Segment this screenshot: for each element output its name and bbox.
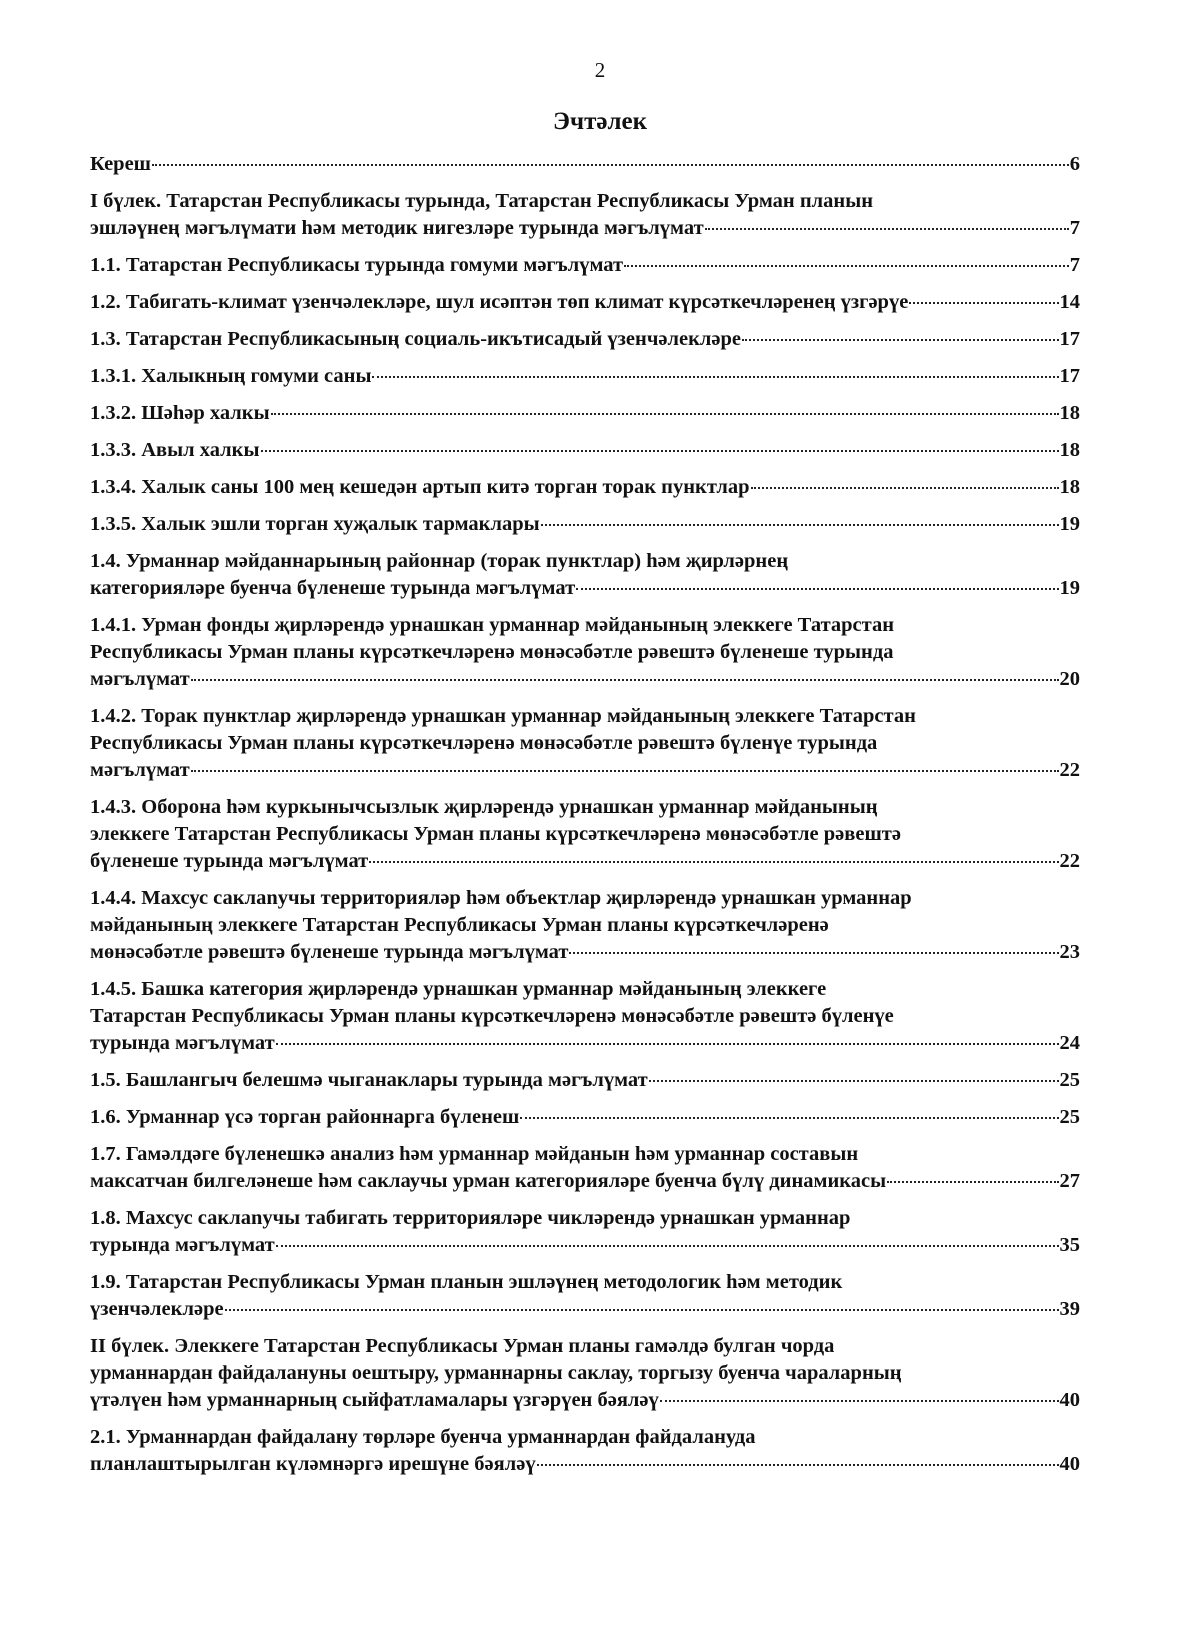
dot-leader bbox=[276, 1245, 1059, 1247]
toc-entry[interactable] bbox=[90, 252, 1080, 279]
toc-entry[interactable] bbox=[90, 794, 1080, 875]
dot-leader bbox=[649, 1080, 1059, 1082]
toc-entry-page: 22 bbox=[1059, 850, 1080, 872]
toc-entry-line: 1.8. Махсус саклanучы табигать территорияләре чикләрендә урнашкан урманнар bbox=[90, 1207, 851, 1229]
toc-entry-line: Республикасы Урман планы күрсәткечләренә мөнәсәбәтле рәвештә бүленүе турында bbox=[90, 732, 878, 754]
toc-entry[interactable] bbox=[90, 703, 1080, 784]
toc-entry-leader-line bbox=[90, 1451, 1080, 1478]
toc-entry-title: 1.3. Татарстан Республикасының социаль-икътисадый үзенчәлекләре bbox=[90, 328, 741, 350]
toc-entry[interactable] bbox=[90, 1424, 1080, 1478]
toc-entry-leader-line bbox=[90, 1296, 1080, 1323]
toc-entry-leader-line bbox=[90, 215, 1080, 242]
toc-entry-page: 17 bbox=[1059, 365, 1080, 387]
toc-entry[interactable] bbox=[90, 363, 1080, 390]
toc-entry-title: 1.6. Урманнар үсә торган районнарга бүленеш bbox=[90, 1106, 520, 1128]
toc-entry-line: Республикасы Урман планы күрсәткечләренә мөнәсәбәтле рәвештә бүленеше турында bbox=[90, 641, 894, 663]
toc-entry-line: 1.4.4. Махсус саклanучы территорияләр һәм объектлар җирләрендә урнашкан урманнар bbox=[90, 887, 912, 909]
toc-entry-title: категорияләре буенча бүленеше турында мәгълүмат bbox=[90, 577, 576, 599]
dot-leader bbox=[742, 339, 1059, 341]
toc-entry-title: 1.2. Табигать-климат үзенчәлекләре, шул исәптән төп климат күрсәткечләренең үзгәрүе bbox=[90, 291, 909, 313]
toc-entry[interactable] bbox=[90, 474, 1080, 501]
toc-entry-line: II бүлек. Элеккеге Татарстан Республикасы Урман планы гамәлдә булган чорда bbox=[90, 1335, 835, 1357]
dot-leader bbox=[751, 487, 1059, 489]
toc-entry[interactable] bbox=[90, 151, 1080, 178]
toc-entry-page: 14 bbox=[1059, 291, 1080, 313]
toc-entry-leader-line bbox=[90, 939, 1080, 966]
toc-entry-line: 1.4.2. Торак пунктлар җирләрендә урнашкан урманнар мәйданының элеккеге Татарстан bbox=[90, 705, 916, 727]
toc-entry-leader-line bbox=[90, 1387, 1080, 1414]
toc-entry-leader-line bbox=[90, 848, 1080, 875]
toc-entry-leader-line bbox=[90, 1067, 1080, 1094]
toc-entry-title: мөнәсәбәтле рәвештә бүленеше турында мәгълүмат bbox=[90, 941, 569, 963]
toc-entry-page: 20 bbox=[1059, 668, 1080, 690]
toc-entry[interactable] bbox=[90, 437, 1080, 464]
toc-entry-line: 1.7. Гамәлдәге бүленешкә анализ һәм урманнар мәйданын һәм урманнар составын bbox=[90, 1143, 859, 1165]
dot-leader bbox=[271, 413, 1059, 415]
toc-entry-title: максатчан билгеләнеше һәм саклаучы урман категорияләре буенча бүлү динамикасы bbox=[90, 1170, 887, 1192]
toc-entry[interactable] bbox=[90, 1141, 1080, 1195]
toc-entry[interactable] bbox=[90, 188, 1080, 242]
dot-leader bbox=[520, 1117, 1058, 1119]
toc-entry-line: 1.4.1. Урман фонды җирләрендә урнашкан урманнар мәйданының элеккеге Татарстан bbox=[90, 614, 895, 636]
toc-entry-leader-line bbox=[90, 474, 1080, 501]
toc-entry-page: 27 bbox=[1059, 1170, 1080, 1192]
toc-entry-line: 1.4.3. Оборона һәм куркынычсызлык җирләрендә урнашкан урманнар мәйданының bbox=[90, 796, 878, 818]
toc-entry-title: 1.5. Башлангыч белешмә чыганаклары турында мәгълүмат bbox=[90, 1069, 648, 1091]
toc-entry-leader-line bbox=[90, 666, 1080, 693]
dot-leader bbox=[276, 1043, 1059, 1045]
toc-entry-leader-line bbox=[90, 151, 1080, 178]
toc-entry-leader-line bbox=[90, 400, 1080, 427]
toc-entry[interactable] bbox=[90, 548, 1080, 602]
dot-leader bbox=[369, 861, 1058, 863]
toc-entry-leader-line bbox=[90, 437, 1080, 464]
toc-entry-leader-line bbox=[90, 757, 1080, 784]
dot-leader bbox=[261, 450, 1059, 452]
toc-entry-leader-line bbox=[90, 1030, 1080, 1057]
toc-entry[interactable] bbox=[90, 1333, 1080, 1414]
dot-leader bbox=[372, 376, 1058, 378]
toc-entry-page: 18 bbox=[1059, 439, 1080, 461]
toc-entry-title: 1.3.5. Халык эшли торган хуҗалык тармаклары bbox=[90, 513, 540, 535]
page-title: Эчтәлек bbox=[553, 108, 647, 135]
toc-entry[interactable] bbox=[90, 289, 1080, 316]
dot-leader bbox=[909, 302, 1058, 304]
toc-entry-line: I бүлек. Татарстан Республикасы турында, Татарстан Республикасы Урман планын bbox=[90, 190, 874, 212]
toc-entry-page: 6 bbox=[1069, 153, 1080, 175]
toc-entry[interactable] bbox=[90, 1104, 1080, 1131]
toc-entry[interactable] bbox=[90, 1269, 1080, 1323]
dot-leader bbox=[225, 1309, 1059, 1311]
toc-entry-leader-line bbox=[90, 511, 1080, 538]
toc-entry-leader-line bbox=[90, 1232, 1080, 1259]
toc-entry-leader-line bbox=[90, 252, 1080, 279]
toc-entry-line: 1.4.5. Башка категория җирләрендә урнашкан урманнар мәйданының элеккеге bbox=[90, 978, 827, 1000]
toc-entry-page: 7 bbox=[1069, 254, 1080, 276]
toc-entry-line: элеккеге Татарстан Республикасы Урман планы күрсәткечләренә мөнәсәбәтле рәвештә bbox=[90, 823, 901, 845]
toc-entry-page: 19 bbox=[1059, 577, 1080, 599]
toc-entry-page: 23 bbox=[1059, 941, 1080, 963]
toc-entry-title: 1.3.3. Авыл халкы bbox=[90, 439, 260, 461]
toc-entry-leader-line bbox=[90, 289, 1080, 316]
dot-leader bbox=[191, 679, 1059, 681]
toc-entry-leader-line bbox=[90, 575, 1080, 602]
toc-entry[interactable] bbox=[90, 511, 1080, 538]
toc-entry-page: 25 bbox=[1059, 1106, 1080, 1128]
toc-entry-line: 2.1. Урманнардан файдалану төрләре буенча урманнардан файдалануда bbox=[90, 1426, 756, 1448]
page-number: 2 bbox=[594, 58, 606, 82]
toc-entry-title: үтәлүен һәм урманнарның сыйфатламалары үзгәрүен бәяләү bbox=[90, 1389, 659, 1411]
toc-entry-leader-line bbox=[90, 326, 1080, 353]
toc-entry-page: 17 bbox=[1059, 328, 1080, 350]
toc-entry-title: 1.3.2. Шәһәр халкы bbox=[90, 402, 270, 424]
toc-entry-title: планлаштырылган күләмнәргә ирешүне бәяләү bbox=[90, 1453, 536, 1475]
toc-entry-title: үзенчәлекләре bbox=[90, 1298, 224, 1320]
toc-entry-title: Кереш bbox=[90, 153, 151, 175]
dot-leader bbox=[152, 164, 1069, 166]
toc-entry-title: 1.3.1. Халыкның гомуми саны bbox=[90, 365, 372, 387]
toc-entry-page: 24 bbox=[1059, 1032, 1080, 1054]
dot-leader bbox=[576, 588, 1058, 590]
toc-entry-page: 22 bbox=[1059, 759, 1080, 781]
toc-entry[interactable] bbox=[90, 976, 1080, 1057]
dot-leader bbox=[191, 770, 1059, 772]
toc-entry-page: 18 bbox=[1059, 402, 1080, 424]
toc-entry[interactable] bbox=[90, 612, 1080, 693]
toc-entry-title: 1.1. Татарстан Республикасы турында гомуми мәгълүмат bbox=[90, 254, 624, 276]
toc-entry-line: урманнардан файдалануны оештыру, урманнарны саклау, торгызу буенча чараларның bbox=[90, 1362, 902, 1384]
toc-entry[interactable] bbox=[90, 885, 1080, 966]
toc-entry-page: 19 bbox=[1059, 513, 1080, 535]
toc-entry-title: 1.3.4. Халык саны 100 мең кешедән артып китә торган торак пунктлар bbox=[90, 476, 750, 498]
dot-leader bbox=[705, 228, 1069, 230]
toc-entry-title: мәгълүмат bbox=[90, 668, 190, 690]
toc-entry-page: 35 bbox=[1059, 1234, 1080, 1256]
dot-leader bbox=[624, 265, 1069, 267]
toc-entry-line: мәйданының элеккеге Татарстан Республикасы Урман планы күрсәткечләренә bbox=[90, 914, 829, 936]
toc-entry-title: эшләүнең мәгълүмати һәм методик нигезләре турында мәгълүмат bbox=[90, 217, 704, 239]
toc-entry-title: мәгълүмат bbox=[90, 759, 190, 781]
dot-leader bbox=[569, 952, 1058, 954]
toc-entry-page: 7 bbox=[1069, 217, 1080, 239]
toc-entry-line: Татарстан Республикасы Урман планы күрсәткечләренә мөнәсәбәтле рәвештә бүленүе bbox=[90, 1005, 894, 1027]
toc-entry-page: 40 bbox=[1059, 1389, 1080, 1411]
toc-entry-leader-line bbox=[90, 363, 1080, 390]
toc-entry-page: 39 bbox=[1059, 1298, 1080, 1320]
toc-entry[interactable] bbox=[90, 1067, 1080, 1094]
dot-leader bbox=[660, 1400, 1059, 1402]
toc-entry-title: турында мәгълүмат bbox=[90, 1032, 275, 1054]
toc-entry[interactable] bbox=[90, 326, 1080, 353]
dot-leader bbox=[541, 524, 1059, 526]
dot-leader bbox=[887, 1181, 1058, 1183]
toc-entry-page: 40 bbox=[1059, 1453, 1080, 1475]
toc-entry-leader-line bbox=[90, 1168, 1080, 1195]
toc-entry[interactable] bbox=[90, 400, 1080, 427]
toc-entry-page: 18 bbox=[1059, 476, 1080, 498]
toc-entry-line: 1.4. Урманнар мәйданнарының районнар (торак пунктлар) һәм җирләрнең bbox=[90, 550, 789, 572]
toc-entry[interactable] bbox=[90, 1205, 1080, 1259]
toc-entry-leader-line bbox=[90, 1104, 1080, 1131]
table-of-contents bbox=[90, 151, 1080, 1488]
toc-entry-line: 1.9. Татарстан Республикасы Урман планын эшләүнең методологик һәм методик bbox=[90, 1271, 843, 1293]
dot-leader bbox=[537, 1464, 1059, 1466]
toc-entry-title: турында мәгълүмат bbox=[90, 1234, 275, 1256]
toc-entry-title: бүленеше турында мәгълүмат bbox=[90, 850, 369, 872]
toc-entry-page: 25 bbox=[1059, 1069, 1080, 1091]
